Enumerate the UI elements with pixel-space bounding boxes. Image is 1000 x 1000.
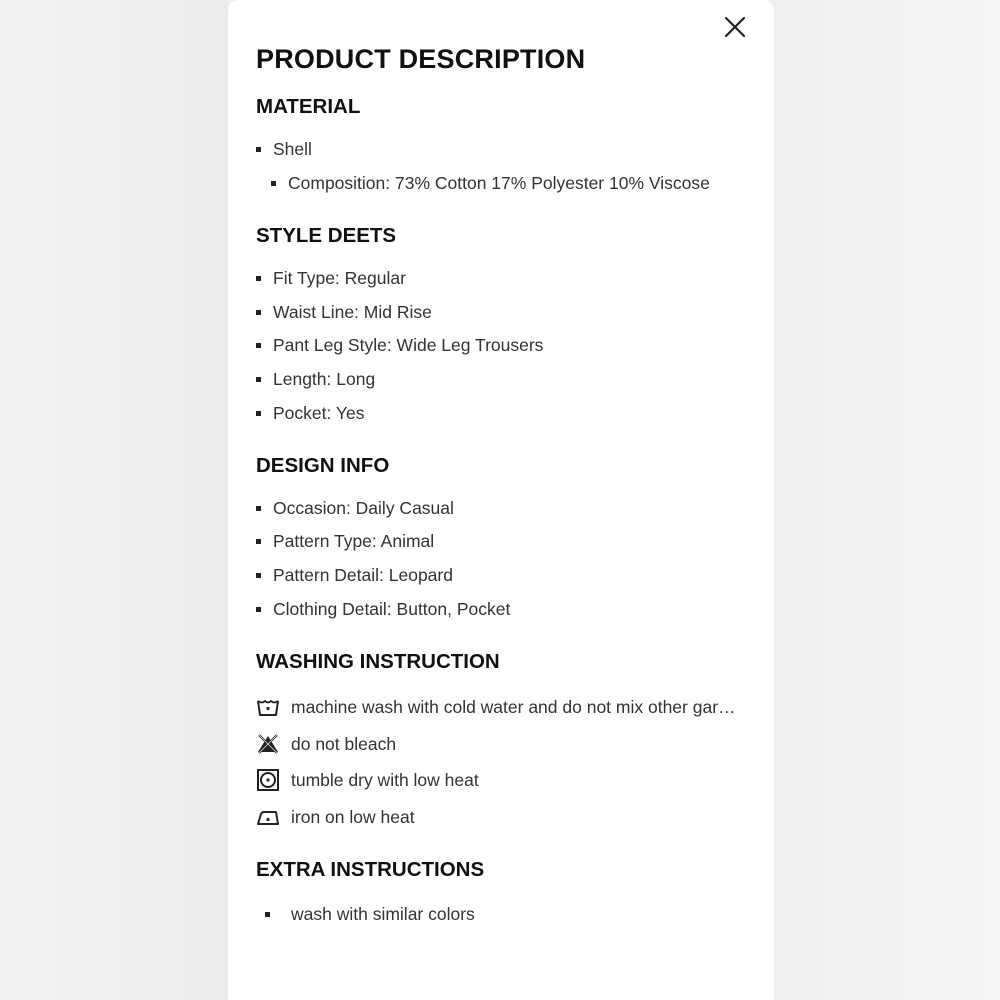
- bullet-icon: [256, 343, 261, 348]
- list-item-text: Length: Long: [273, 369, 376, 389]
- list-item-text: Pattern Detail: Leopard: [273, 565, 453, 585]
- bullet-icon: [265, 912, 270, 917]
- iron-low-icon: [256, 805, 280, 829]
- washing-item: [256, 732, 756, 758]
- section-heading-washing-instruction: WASHING INSTRUCTION: [256, 650, 500, 673]
- list-item-text: Clothing Detail: Button, Pocket: [273, 599, 511, 619]
- page-backdrop-left: [0, 0, 228, 1000]
- list-item-text: Pocket: Yes: [273, 403, 365, 423]
- washing-item-text: tumble dry with low heat: [291, 770, 479, 790]
- washing-item: [256, 805, 756, 831]
- washing-item: [256, 768, 756, 794]
- list-item-text: Pattern Type: Animal: [273, 531, 435, 551]
- section-heading-style-deets: STYLE DEETS: [256, 224, 397, 247]
- bullet-icon: [256, 377, 261, 382]
- bullet-icon: [256, 276, 261, 281]
- list-item-text: Composition: 73% Cotton 17% Polyester 10% Viscose: [288, 173, 710, 193]
- page-backdrop-right: [774, 0, 1000, 1000]
- do-not-bleach-icon: [256, 732, 280, 756]
- bullet-icon: [256, 310, 261, 315]
- list-item-text: Shell: [273, 139, 312, 159]
- washing-item-text: do not bleach: [291, 734, 397, 754]
- bullet-icon: [271, 181, 276, 186]
- list-item-text: Occasion: Daily Casual: [273, 498, 454, 518]
- bullet-icon: [256, 539, 261, 544]
- washing-item-text: machine wash with cold water and do not mix other gar…: [291, 697, 736, 717]
- close-icon: [722, 14, 748, 40]
- tumble-dry-low-icon: [256, 768, 280, 792]
- section-heading-extra-instructions: EXTRA INSTRUCTIONS: [256, 858, 485, 881]
- list-item-text: Pant Leg Style: Wide Leg Trousers: [273, 335, 544, 355]
- washing-item: [256, 695, 756, 721]
- list-item-text: Waist Line: Mid Rise: [273, 302, 432, 322]
- modal-title: PRODUCT DESCRIPTION: [256, 44, 586, 74]
- bullet-icon: [256, 506, 261, 511]
- product-description-modal: [228, 0, 774, 1000]
- washing-item-text: iron on low heat: [291, 807, 415, 827]
- bullet-icon: [256, 573, 261, 578]
- bullet-icon: [256, 607, 261, 612]
- section-heading-material: MATERIAL: [256, 95, 361, 118]
- machine-wash-cold-icon: [256, 695, 280, 719]
- section-heading-design-info: DESIGN INFO: [256, 454, 390, 477]
- list-item-text: wash with similar colors: [291, 904, 475, 924]
- bullet-icon: [256, 147, 261, 152]
- bullet-icon: [256, 411, 261, 416]
- list-item-text: Fit Type: Regular: [273, 268, 406, 288]
- close-button[interactable]: [722, 14, 748, 40]
